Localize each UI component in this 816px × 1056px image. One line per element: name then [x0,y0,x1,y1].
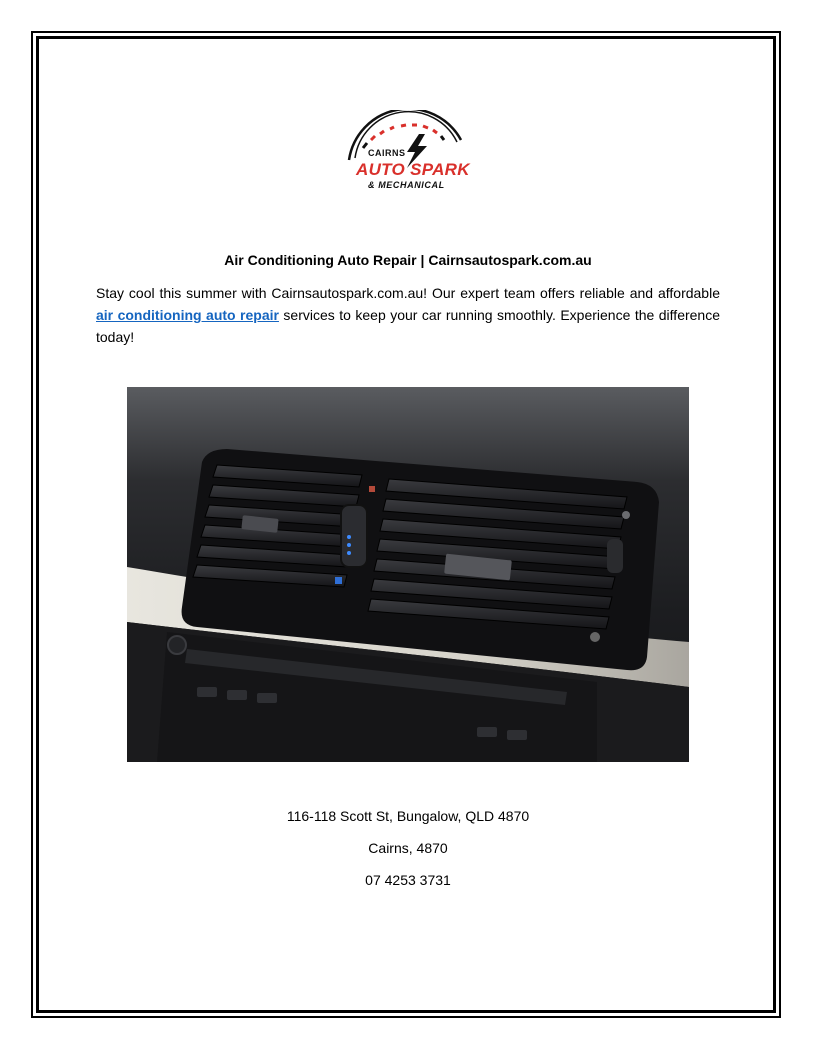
paragraph-text-before: Stay cool this summer with Cairnsautospark.com.au! Our expert team offers reliable and affordable [96,285,720,301]
city-line: Cairns, 4870 [368,840,448,856]
address-line: 116-118 Scott St, Bungalow, QLD 4870 [286,808,530,824]
car-air-vent-photo [127,387,689,762]
logo-text-cairns: CAIRNS [368,148,406,158]
car-dashboard-air-vent-icon [127,387,689,762]
document-title: Air Conditioning Auto Repair | Cairnsautospark.com.au [224,252,592,268]
paragraph-text-after: services to keep your car running smoothly. Experience the difference today! [96,307,721,345]
phone-number: 07 4253 3731 [365,872,451,888]
service-link[interactable]: air conditioning auto repair [96,307,279,323]
logo-text-auto-spark: AUTO SPARK [356,160,470,179]
intro-paragraph [96,282,720,348]
logo-text-mechanical: & MECHANICAL [368,180,445,190]
